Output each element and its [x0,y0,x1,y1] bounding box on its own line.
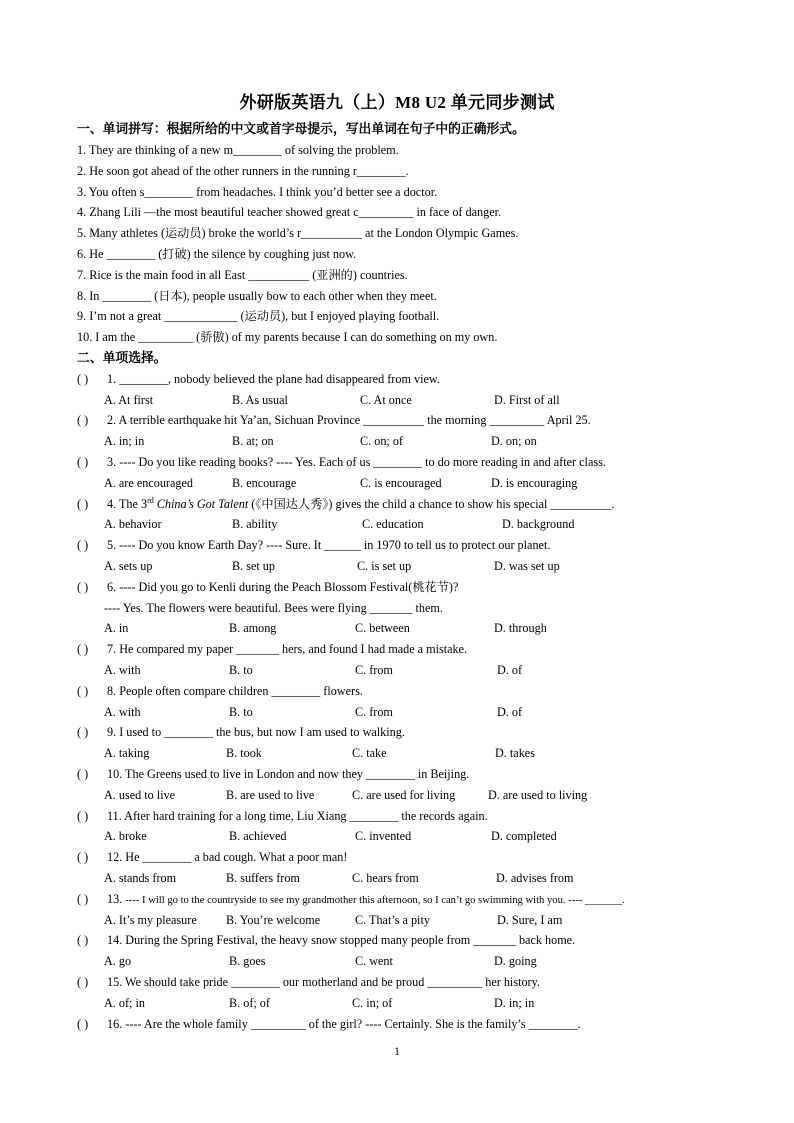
q11-option-c: C. invented [355,829,412,843]
spelling-item-3: 3. You often s________ from headaches. I think you’d better see a doctor. [77,185,438,199]
choice-question-10 [77,766,469,782]
q15-option-b: B. of; of [229,996,270,1010]
q7-option-b: B. to [229,663,253,677]
q14-option-d: D. going [494,954,537,968]
choice-question-6 [77,579,458,595]
choice-question-8 [77,683,363,699]
answer-blank[interactable]: ( ) [77,850,89,864]
q12-option-a: A. stands from [104,871,177,885]
choice-question-12 [77,849,347,865]
q14-option-b: B. goes [229,954,266,968]
question-stem-pre: 4. The 3 [107,497,148,511]
answer-blank[interactable]: ( ) [77,497,89,511]
q2-option-a: A. in; in [104,434,145,448]
q3-option-b: B. encourage [232,476,297,490]
q7-option-c: C. from [355,663,393,677]
choice-question-16 [77,1016,580,1032]
q13-option-b: B. You’re welcome [226,913,321,927]
q10-option-a: A. used to live [104,788,176,802]
answer-blank[interactable]: ( ) [77,933,89,947]
q9-option-d: D. takes [495,746,535,760]
q8-option-d: D. of [497,705,523,719]
q1-option-a: A. At first [104,393,154,407]
question-number: 13. [107,892,126,906]
q5-option-a: A. sets up [104,559,153,573]
q15-option-a: A. of; in [104,996,145,1010]
question-stem: 16. ---- Are the whole family _________ of the girl? ---- Certainly. She is the family’s ________. [107,1017,581,1031]
q7-option-a: A. with [104,663,141,677]
page-number: 1 [394,1044,400,1058]
choice-question-13 [77,891,625,909]
choice-question-1 [77,371,440,387]
answer-blank[interactable]: ( ) [77,580,89,594]
q6-option-d: D. through [494,621,547,635]
q12-option-b: B. suffers from [226,871,300,885]
q6-option-a: A. in [104,621,129,635]
answer-blank[interactable]: ( ) [77,684,89,698]
answer-blank[interactable]: ( ) [77,372,89,386]
question-stem: 14. During the Spring Festival, the heavy snow stopped many people from _______ back home. [107,933,576,947]
q14-option-c: C. went [355,954,393,968]
choice-question-9 [77,724,405,740]
answer-blank[interactable]: ( ) [77,725,89,739]
q15-option-d: D. in; in [494,996,535,1010]
q5-option-b: B. set up [232,559,275,573]
question-6-reply: ---- Yes. The flowers were beautiful. Bees were flying _______ them. [104,601,443,615]
q2-option-b: B. at; on [232,434,274,448]
choice-question-3 [77,454,606,470]
q13-option-d: D. Sure, I am [497,913,563,927]
q1-option-c: C. At once [360,393,412,407]
answer-blank[interactable]: ( ) [77,455,89,469]
spelling-item-9: 9. I’m not a great ____________ (运动员), but I enjoyed playing football. [77,309,440,323]
q1-option-b: B. As usual [232,393,288,407]
answer-blank[interactable]: ( ) [77,413,89,427]
q3-option-d: D. is encouraging [491,476,578,490]
q11-option-d: D. completed [491,829,557,843]
question-stem: 5. ---- Do you know Earth Day? ---- Sure. It ______ in 1970 to tell us to protect our planet. [107,538,551,552]
q1-option-d: D. First of all [494,393,560,407]
answer-blank[interactable]: ( ) [77,809,89,823]
choice-question-2 [77,412,591,428]
q6-option-c: C. between [355,621,410,635]
answer-blank[interactable]: ( ) [77,538,89,552]
spelling-item-1: 1. They are thinking of a new m________ of solving the problem. [77,143,399,157]
q8-option-b: B. to [229,705,253,719]
q11-option-a: A. broke [104,829,147,843]
q8-option-c: C. from [355,705,393,719]
answer-blank[interactable]: ( ) [77,1017,89,1031]
page-title: 外研版英语九（上）M8 U2 单元同步测试 [239,93,555,112]
spelling-item-2: 2. He soon got ahead of the other runners in the running r________. [77,164,409,178]
q9-option-a: A. taking [104,746,150,760]
q10-option-d: D. are used to living [488,788,588,802]
question-stem: 10. The Greens used to live in London and now they ________ in Beijing. [107,767,470,781]
spelling-item-5: 5. Many athletes (运动员) broke the world’s r__________ at the London Olympic Games. [77,226,519,240]
section-1-heading: 一、单词拼写：根据所给的中文或首字母提示，写出单词在句子中的正确形式。 [77,122,525,136]
question-stem: 11. After hard training for a long time, Liu Xiang ________ the records again. [107,809,488,823]
q5-option-d: D. was set up [494,559,560,573]
spelling-item-6: 6. He ________ (打破) the silence by coughing just now. [77,247,357,261]
q5-option-c: C. is set up [357,559,412,573]
question-stem: 6. ---- Did you go to Kenli during the Peach Blossom Festival(桃花节)? [107,580,459,594]
section-2-heading: 二、单项选择。 [77,351,167,365]
question-stem: 8. People often compare children ________ flowers. [107,684,363,698]
question-stem: 7. He compared my paper _______ hers, and found I had made a mistake. [107,642,468,656]
q10-option-b: B. are used to live [226,788,315,802]
choice-question-7 [77,641,467,657]
show-title: China’s Got Talent [153,497,249,511]
question-stem: 1. ________, nobody believed the plane had disappeared from view. [107,372,440,386]
answer-blank[interactable]: ( ) [77,975,89,989]
q14-option-a: A. go [104,954,132,968]
spelling-item-4: 4. Zhang Lili —the most beautiful teacher showed great c_________ in face of danger. [77,205,502,219]
q15-option-c: C. in; of [352,996,393,1010]
q4-option-b: B. ability [232,517,278,531]
q2-option-c: C. on; of [360,434,403,448]
q4-option-a: A. behavior [104,517,162,531]
choice-question-14 [77,932,575,948]
q4-option-d: D. background [502,517,575,531]
spelling-item-10: 10. I am the _________ (骄傲) of my parents because I can do something on my own. [77,330,498,344]
q13-option-a: A. It’s my pleasure [104,913,197,927]
spelling-item-8: 8. In ________ (日本), people usually bow to each other when they meet. [77,289,437,303]
spelling-item-7: 7. Rice is the main food in all East __________ (亚洲的) countries. [77,268,408,282]
choice-question-4 [77,496,614,512]
q3-option-a: A. are encouraged [104,476,193,490]
q8-option-a: A. with [104,705,141,719]
q12-option-d: D. advises from [496,871,574,885]
answer-blank[interactable]: ( ) [77,642,89,656]
question-stem: ---- I will go to the countryside to see my grandmother this afternoon, so I can’t go swimming with you. ---- _______. [125,895,625,906]
q10-option-c: C. are used for living [352,788,456,802]
question-stem: 3. ---- Do you like reading books? ---- Yes. Each of us ________ to do more reading in and after class. [107,455,606,469]
q9-option-b: B. took [226,746,262,760]
question-stem: 15. We should take pride ________ our motherland and be proud _________ her history. [107,975,540,989]
q9-option-c: C. take [352,746,387,760]
ordinal-suffix: rd [147,495,154,505]
answer-blank[interactable]: ( ) [77,767,89,781]
q12-option-c: C. hears from [352,871,419,885]
q6-option-b: B. among [229,621,277,635]
question-stem: 12. He ________ a bad cough. What a poor man! [107,850,348,864]
q7-option-d: D. of [497,663,523,677]
choice-question-11 [77,808,488,824]
question-stem: 9. I used to ________ the bus, but now I am used to walking. [107,725,405,739]
question-stem: 2. A terrible earthquake hit Ya’an, Sichuan Province __________ the morning _________ April 25. [107,413,591,427]
q4-option-c: C. education [362,517,424,531]
q11-option-b: B. achieved [229,829,287,843]
q2-option-d: D. on; on [491,434,537,448]
q13-option-c: C. That’s a pity [355,913,430,927]
question-stem-post: (《中国达人秀》) gives the child a chance to show his special __________. [248,497,615,511]
choice-question-15 [77,974,540,990]
q3-option-c: C. is encouraged [360,476,442,490]
choice-question-5 [77,537,550,553]
answer-blank[interactable]: ( ) [77,892,89,906]
